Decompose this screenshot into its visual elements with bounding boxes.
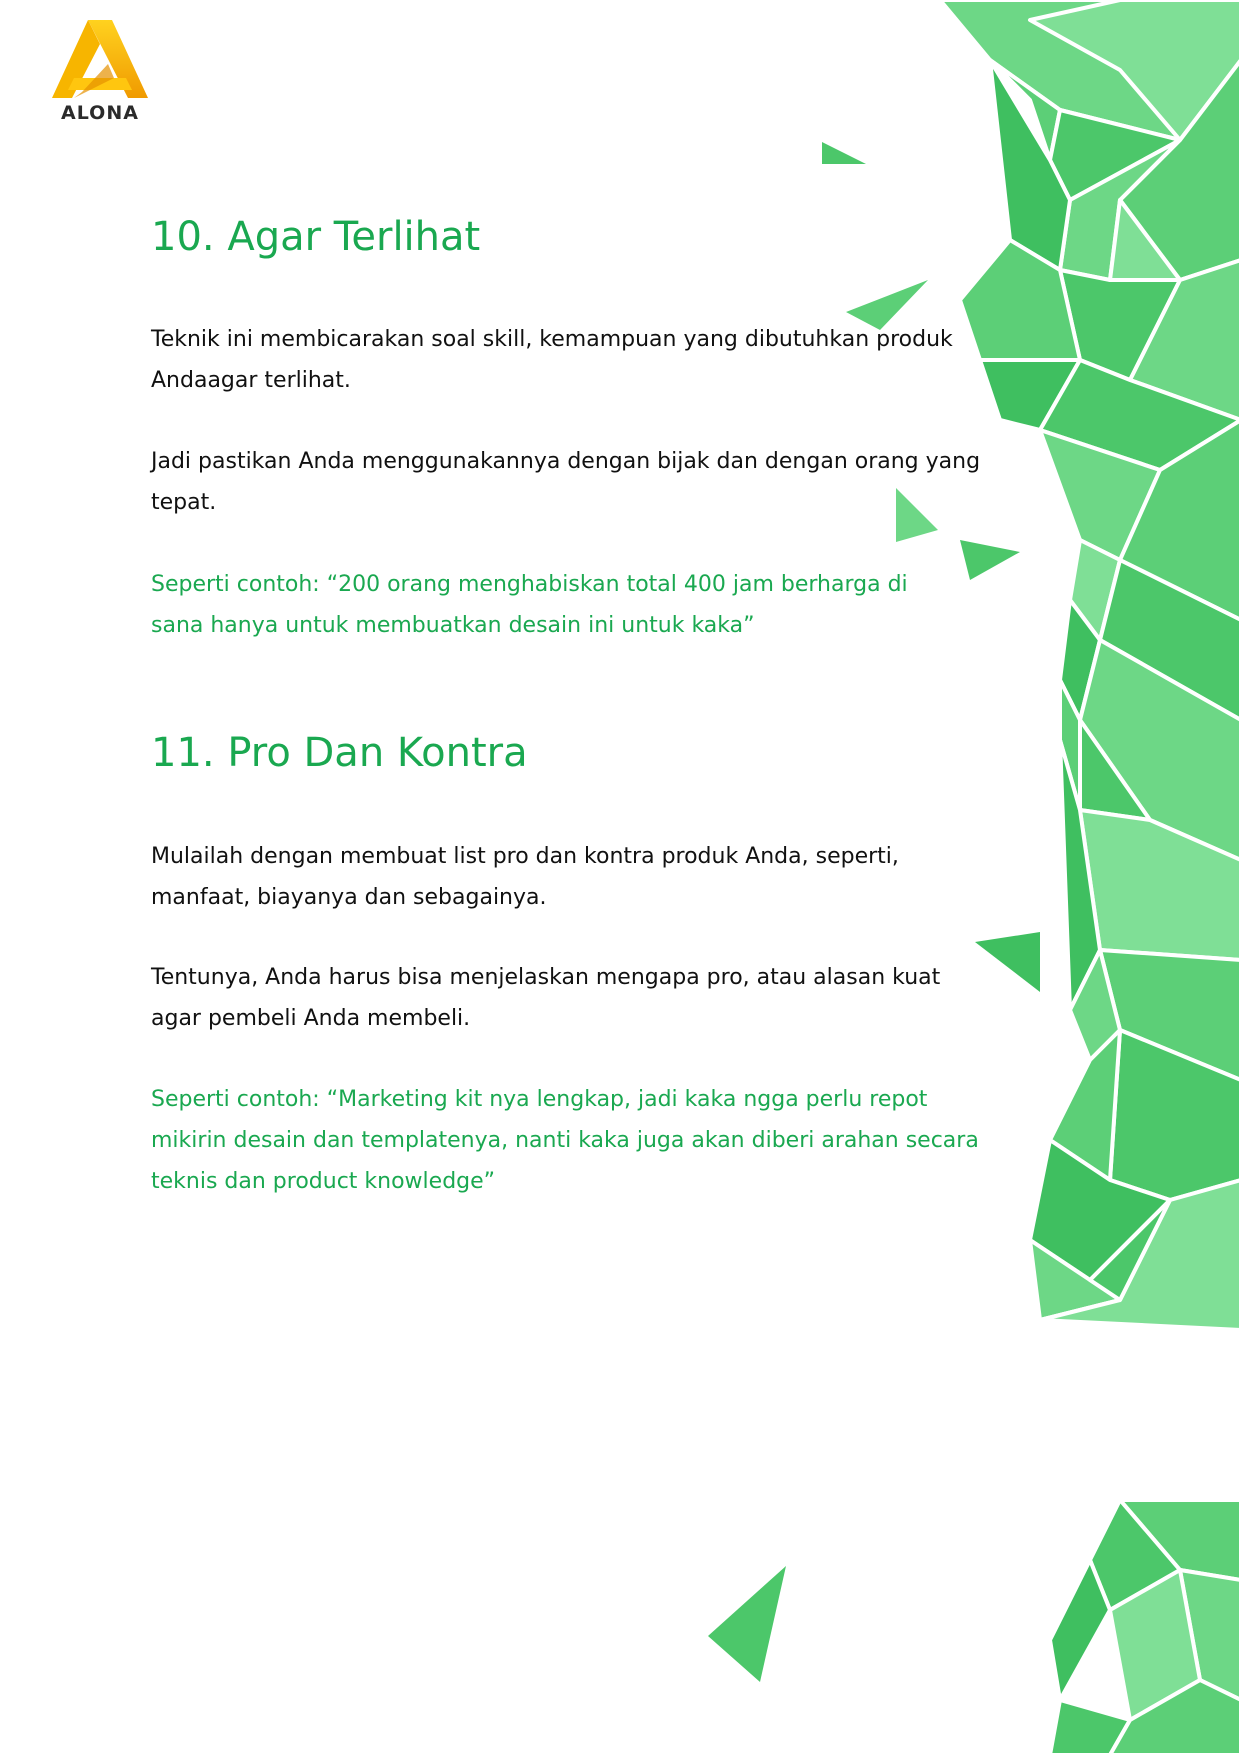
paragraph-line: Tentunya, Anda harus bisa menjelaskan mengapa pro, atau alasan kuat	[151, 965, 941, 990]
paragraph-line: agar pembeli Anda membeli.	[151, 1006, 471, 1031]
section-heading-pro-dan-kontra: 11. Pro Dan Kontra	[151, 730, 528, 776]
logo-wordmark: ALONA	[61, 102, 139, 124]
paragraph-line: Mulailah dengan membuat list pro dan kontra produk Anda, seperti,	[151, 844, 899, 869]
upper-right-polygon-cluster	[940, 0, 1241, 1330]
paragraph	[151, 441, 980, 523]
paragraph-line: Andaagar terlihat.	[151, 368, 351, 393]
paragraph-line: tepat.	[151, 490, 217, 515]
paragraph-line: Jadi pastikan Anda menggunakannya dengan bijak dan dengan orang yang	[151, 449, 981, 474]
example-line: sana hanya untuk membuatkan desain ini untuk kaka”	[151, 613, 755, 638]
paragraph	[151, 836, 899, 918]
example-quote	[151, 1079, 979, 1202]
bottom-floating-triangle	[708, 1566, 786, 1682]
paragraph-line: manfaat, biayanya dan sebagainya.	[151, 885, 547, 910]
section-heading-agar-terlihat: 10. Agar Terlihat	[151, 214, 481, 260]
alona-logo	[52, 18, 148, 130]
example-quote	[151, 564, 908, 646]
paragraph	[151, 319, 953, 401]
paragraph	[151, 957, 940, 1039]
bottom-polygon-cluster	[1050, 1500, 1241, 1755]
paragraph-line: Teknik ini membicarakan soal skill, kemampuan yang dibutuhkan produk	[151, 327, 953, 352]
logo-a-mark-icon	[52, 18, 148, 102]
example-line: teknis dan product knowledge”	[151, 1169, 496, 1194]
example-line: Seperti contoh: “Marketing kit nya lengkap, jadi kaka ngga perlu repot	[151, 1087, 928, 1112]
example-line: Seperti contoh: “200 orang menghabiskan total 400 jam berharga di	[151, 572, 908, 597]
example-line: mikirin desain dan templatenya, nanti kaka juga akan diberi arahan secara	[151, 1128, 979, 1153]
